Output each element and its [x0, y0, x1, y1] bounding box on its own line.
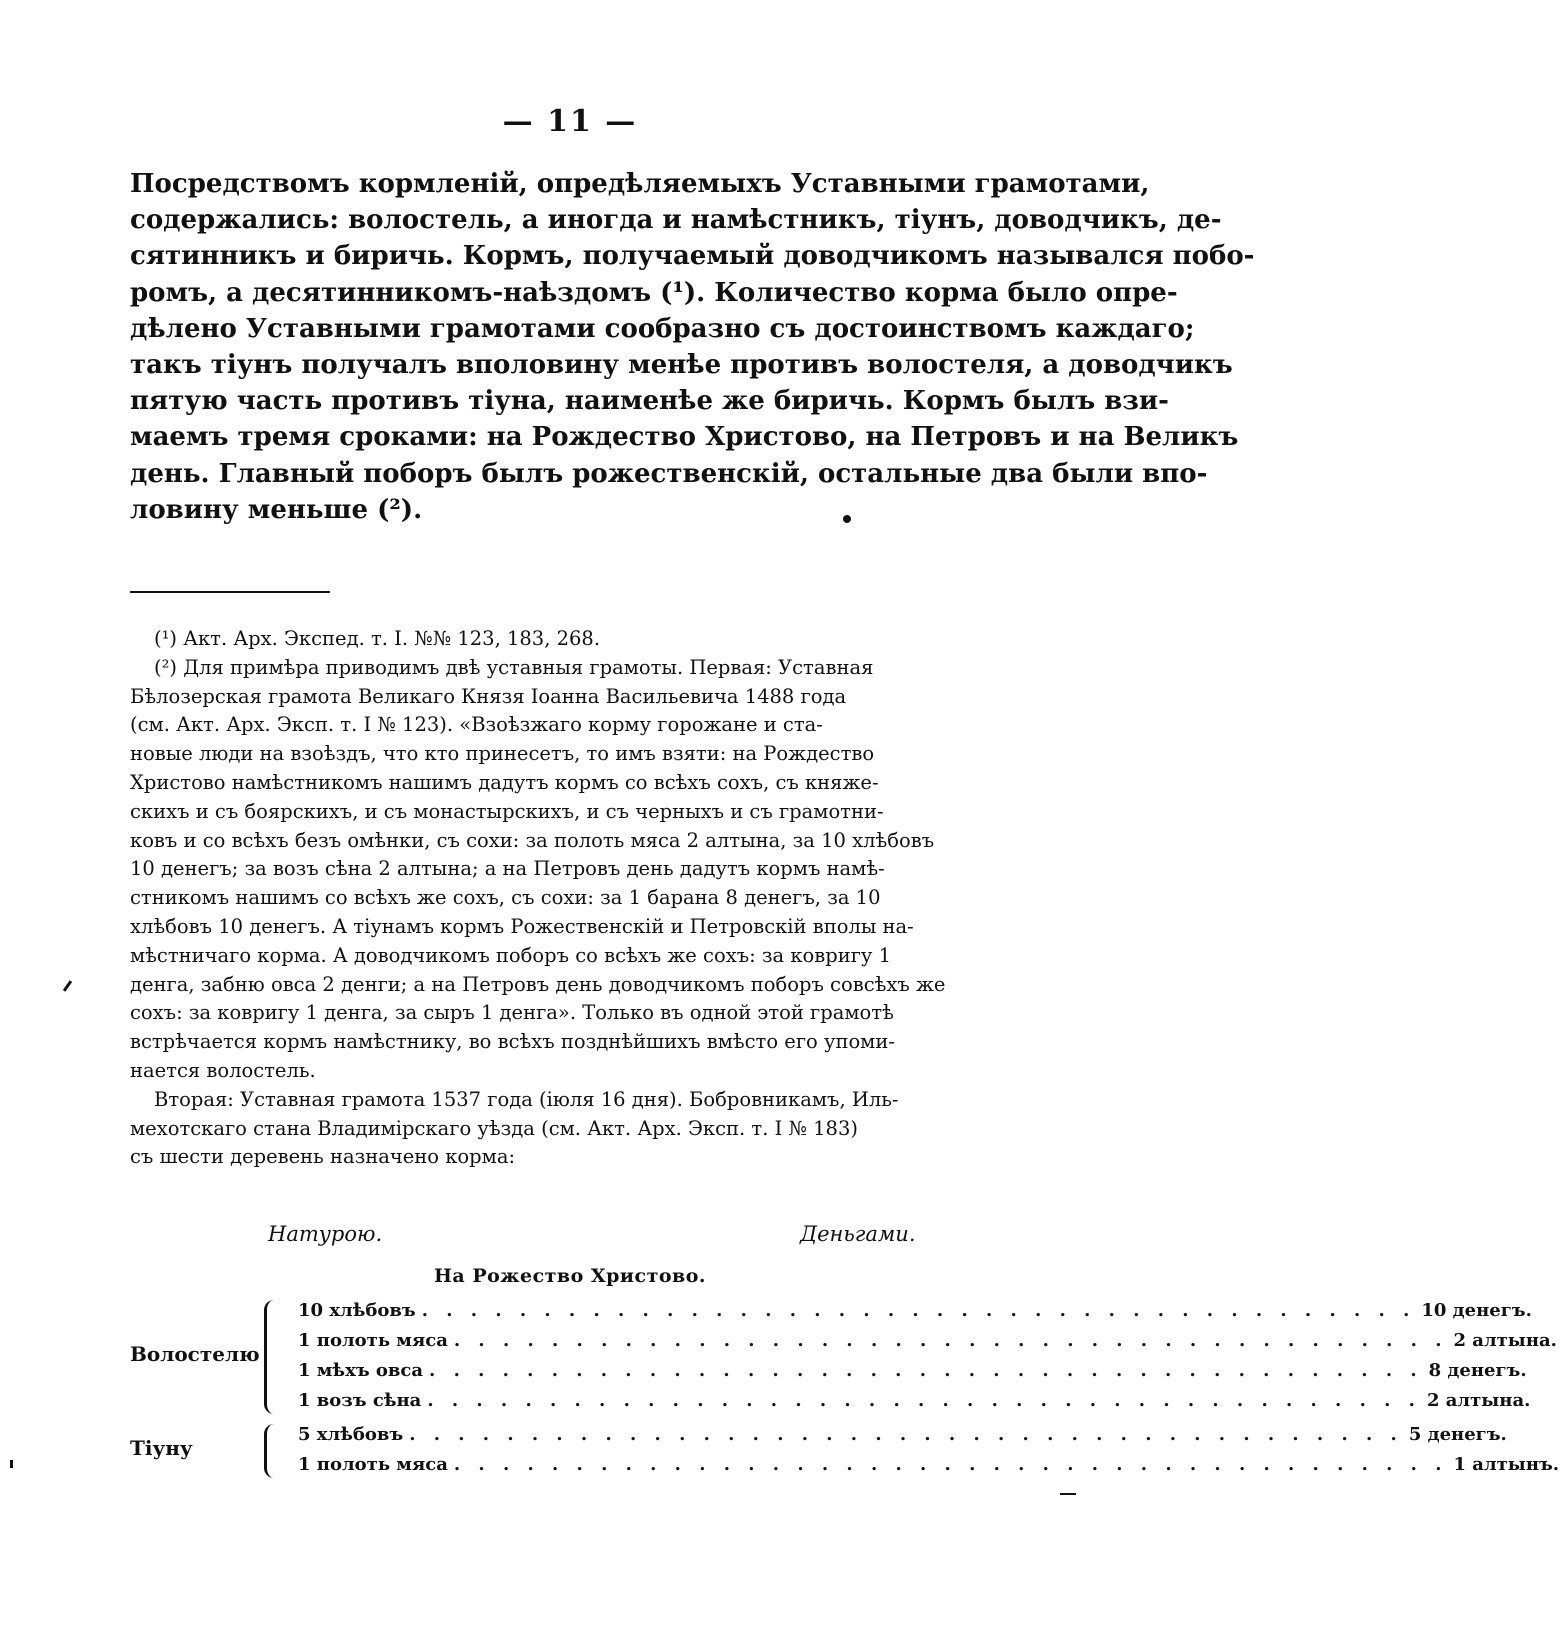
section-title: На Рожество Христово.	[433, 1265, 707, 1287]
footnote-2-line: (²) Для примѣра приводимъ двѣ уставныя грамоты. Первая: Уставная	[154, 655, 874, 679]
footnote-divider	[130, 591, 330, 593]
item-in-kind: 1 возъ сѣна	[298, 1390, 422, 1411]
footnote-2-line: 10 денегъ; за возъ сѣна 2 алтына; а на Петровъ день дадутъ кормъ намѣ-	[130, 857, 885, 881]
ink-speck	[1060, 1493, 1076, 1495]
group-label: Тіуну	[130, 1436, 193, 1460]
footnote-2-line: (см. Акт. Арх. Эксп. т. I № 123). «Взоѣзжаго корму горожане и ста-	[130, 713, 823, 737]
main-line: ромъ, а десятинникомъ-наѣздомъ (¹). Количество корма было опре-	[130, 277, 1178, 308]
footnote-1: (¹) Акт. Арх. Экспед. т. I. №№ 123, 183, 268.	[154, 627, 601, 650]
leader-dots: . . . . . . . . . . . . . . . . . . . . . . . . . . . . . . . . . . . . . . . . .	[453, 1330, 1448, 1351]
footnote-2-line: мѣстничаго корма. А доводчикомъ поборъ со всѣхъ же сохъ: за ковригу 1	[130, 943, 892, 967]
footnote-2-line: хлѣбовъ 10 денегъ. А тіунамъ кормъ Рожественскій и Петровскій вполы на-	[130, 914, 914, 938]
ink-speck	[63, 980, 72, 992]
item-in-kind: 1 полоть мяса	[298, 1330, 448, 1351]
leader-dots: . . . . . . . . . . . . . . . . . . . . . . . . . . . . . . . . . . . . . . . . .	[409, 1424, 1403, 1445]
ink-speck	[843, 515, 851, 523]
brace-icon	[264, 1424, 279, 1478]
leader-dots: . . . . . . . . . . . . . . . . . . . . . . . . . . . . . . . . . . . . . . . . .	[427, 1390, 1421, 1411]
brace-icon	[264, 1300, 279, 1414]
main-line: ловину меньше (²).	[130, 494, 423, 525]
item-in-kind: 1 мѣхъ овса	[298, 1360, 424, 1381]
leader-dots: . . . . . . . . . . . . . . . . . . . . . . . . . . . . . . . . . . . . . . . . .	[453, 1454, 1448, 1475]
footnote-2-line: денга, забню овса 2 денги; а на Петровъ день доводчикомъ поборъ совсѣхъ же	[130, 972, 946, 996]
item-in-kind: 10 хлѣбовъ	[298, 1300, 416, 1321]
footnote-2-line: стникомъ нашимъ со всѣхъ же сохъ, съ сохи: за 1 барана 8 денегъ, за 10	[130, 886, 881, 910]
footnote-2-line: мехотскаго стана Владимірскаго уѣзда (см. Акт. Арх. Эксп. т. I № 183)	[130, 1116, 858, 1140]
main-line: день. Главный поборъ былъ рожественскій, остальные два были впо-	[130, 458, 1208, 489]
table-row	[298, 1386, 1531, 1416]
leader-dots: . . . . . . . . . . . . . . . . . . . . . . . . . . . . . . . . . . . . . . . . .	[429, 1360, 1423, 1381]
footnote-2-line: новые люди на взоѣздъ, что кто принесетъ, то имъ взяти: на Рождество	[130, 742, 875, 766]
table-row	[298, 1420, 1507, 1450]
main-line: такъ тіунъ получалъ вполовину менѣе противъ волостеля, а доводчикъ	[130, 350, 1233, 381]
main-line: дѣлено Уставными грамотами сообразно съ достоинствомъ каждаго;	[130, 313, 1195, 344]
item-in-money: 1 алтынъ.	[1453, 1454, 1560, 1475]
item-in-money: 8 денегъ.	[1428, 1360, 1527, 1381]
item-in-kind: 5 хлѣбовъ	[298, 1424, 404, 1445]
footnote-2-line: Бѣлозерская грамота Великаго Князя Іоанна Васильевича 1488 года	[130, 684, 847, 708]
item-in-money: 2 алтына.	[1453, 1330, 1557, 1351]
footnote-2-line: Христово намѣстникомъ нашимъ дадутъ кормъ со всѣхъ сохъ, съ княже-	[130, 770, 879, 794]
table-row	[298, 1450, 1560, 1480]
footnote-2-line: съ шести деревень назначено корма:	[130, 1145, 516, 1169]
main-line: пятую часть противъ тіуна, наименѣе же биричь. Кормъ былъ взи-	[130, 386, 1169, 417]
item-in-money: 2 алтына.	[1426, 1390, 1531, 1411]
heading-in-kind: Натурою.	[268, 1222, 383, 1246]
main-paragraph	[130, 166, 1255, 528]
item-in-money: 10 денегъ.	[1421, 1300, 1532, 1321]
footnote-2-line: встрѣчается кормъ намѣстнику, во всѣхъ позднѣйшихъ вмѣсто его упоми-	[130, 1030, 895, 1054]
footnote-2-line: сохъ: за ковригу 1 денга, за сыръ 1 денга». Только въ одной этой грамотѣ	[130, 1001, 894, 1025]
heading-in-money: Деньгами.	[800, 1222, 916, 1246]
ink-speck	[10, 1460, 13, 1468]
footnote-2-line: скихъ и съ боярскихъ, и съ монастырскихъ, и съ черныхъ и съ грамотни-	[130, 799, 884, 823]
leader-dots: . . . . . . . . . . . . . . . . . . . . . . . . . . . . . . . . . . . . . . . . .	[421, 1300, 1416, 1321]
footnote-2-line: нается волостель.	[130, 1058, 316, 1082]
table-row	[298, 1356, 1527, 1386]
table-row	[298, 1326, 1557, 1356]
main-line: содержались: волостель, а иногда и намѣстникъ, тіунъ, доводчикъ, де-	[130, 205, 1222, 236]
main-line: сятинникъ и биричь. Кормъ, получаемый доводчикомъ назывался побо-	[130, 241, 1255, 272]
item-in-kind: 1 полоть мяса	[298, 1454, 448, 1475]
item-in-money: 5 денегъ.	[1408, 1424, 1507, 1445]
footnote-2-line: ковъ и со всѣхъ безъ омѣнки, съ сохи: за полоть мяса 2 алтына, за 10 хлѣбовъ	[130, 828, 935, 852]
table-column-headings	[0, 1222, 1140, 1252]
footnote-2-line: Вторая: Уставная грамота 1537 года (іюля 16 дня). Бобровникамъ, Иль-	[154, 1087, 899, 1111]
main-line: Посредствомъ кормленій, опредѣляемыхъ Уставными грамотами,	[130, 169, 1150, 199]
main-line: маемъ тремя сроками: на Рождество Христово, на Петровъ и на Великъ	[130, 422, 1239, 453]
page-number: — 11 —	[502, 104, 638, 139]
table-row	[298, 1296, 1532, 1326]
footnotes	[130, 625, 980, 1172]
group-label: Волостелю	[130, 1342, 260, 1366]
